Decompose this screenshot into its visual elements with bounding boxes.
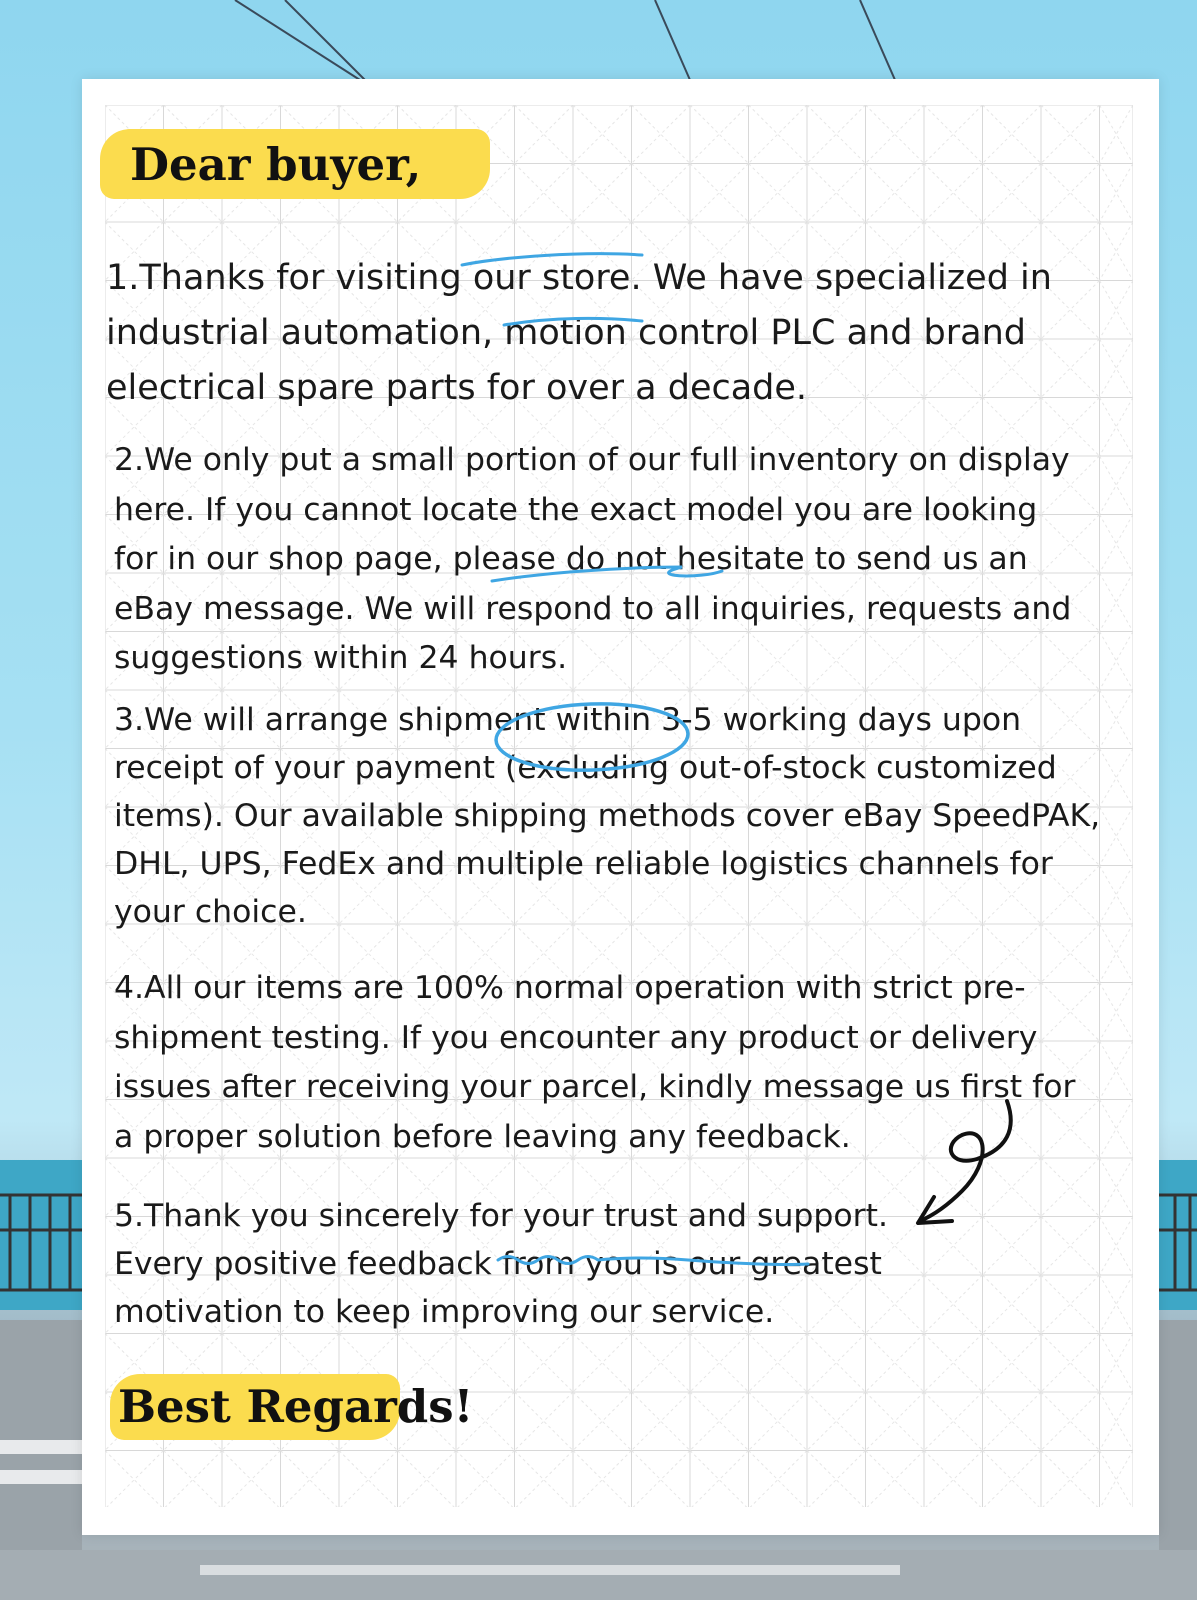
paragraph-2 — [114, 436, 1144, 684]
paragraph-line: your choice. — [114, 894, 307, 930]
paragraph-line: DHL, UPS, FedEx and multiple reliable logistics channels for — [114, 846, 1053, 882]
paragraph-line: motivation to keep improving our service. — [114, 1294, 775, 1330]
paragraph-line: shipment testing. If you encounter any product or delivery — [114, 1019, 1038, 1056]
paragraph-4 — [114, 964, 1144, 1162]
paragraph-5 — [114, 1192, 1014, 1336]
letter-card — [82, 79, 1159, 1535]
paragraph-line: 4.All our items are 100% normal operation with strict pre- — [114, 970, 1026, 1006]
closing-heading: Best Regards! — [118, 1380, 474, 1433]
paragraph-line: items). Our available shipping methods cover eBay SpeedPAK, — [114, 798, 1101, 834]
paragraph-line: 1.Thanks for visiting our store. We have specialized in — [106, 258, 1052, 298]
paragraph-line: industrial automation, motion control PLC and brand — [106, 313, 1026, 353]
paragraph-line: for in our shop page, please do not hesitate to send us an — [114, 541, 1028, 577]
paragraph-line: receipt of your payment (excluding out-of-stock customized — [114, 750, 1057, 786]
paragraph-line: here. If you cannot locate the exact model you are looking — [114, 491, 1038, 528]
greeting-heading: Dear buyer, — [130, 138, 422, 191]
paragraph-1 — [106, 251, 1136, 416]
paragraph-line: eBay message. We will respond to all inquiries, requests and — [114, 590, 1072, 627]
paragraph-line: electrical spare parts for over a decade. — [106, 368, 808, 408]
paragraph-line: a proper solution before leaving any feedback. — [114, 1118, 851, 1155]
paragraph-line: Every positive feedback from you is our greatest — [114, 1246, 882, 1282]
paragraph-line: 3.We will arrange shipment within 3-5 working days upon — [114, 702, 1022, 738]
paragraph-3 — [114, 696, 1144, 936]
paragraph-line: 5.Thank you sincerely for your trust and support. — [114, 1198, 888, 1234]
paragraph-line: suggestions within 24 hours. — [114, 640, 568, 676]
paragraph-line: 2.We only put a small portion of our full inventory on display — [114, 442, 1070, 478]
paragraph-line: issues after receiving your parcel, kindly message us first for — [114, 1069, 1076, 1105]
